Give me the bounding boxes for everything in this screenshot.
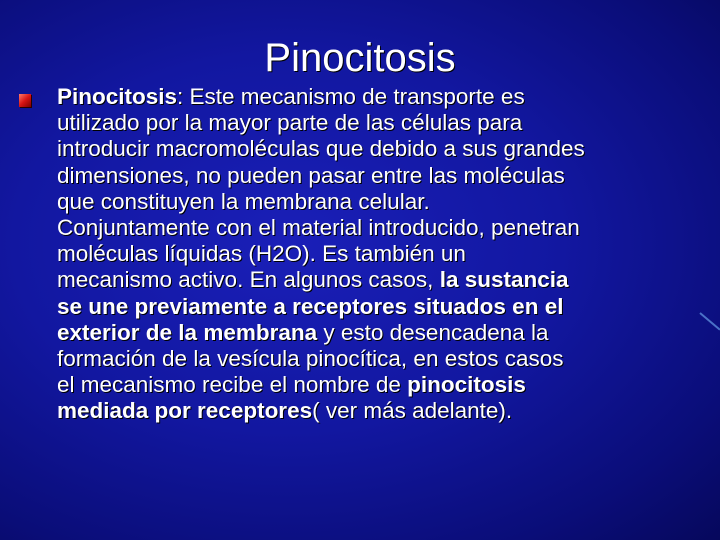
body-bold-text: Pinocitosis xyxy=(57,84,178,109)
body-line xyxy=(57,372,719,398)
body-line xyxy=(57,294,719,320)
body-line xyxy=(57,320,719,346)
body-text-segment: que constituyen la membrana celular. xyxy=(57,188,430,214)
body-text-segment: dimensiones, no pueden pasar entre las moléculas xyxy=(57,162,565,188)
body-text-segment: y esto desencadena la xyxy=(317,319,549,345)
body-text-segment: moléculas líquidas (H2O). Es también un xyxy=(57,241,466,267)
body-text-segment: mecanismo activo. En algunos casos, xyxy=(57,267,440,293)
slide-title: Pinocitosis xyxy=(264,36,456,80)
body-line xyxy=(57,189,719,215)
body-bold-text: mediada por receptores xyxy=(57,398,313,424)
body-bold-text: se une previamente a receptores situados en el xyxy=(57,293,564,319)
body-line xyxy=(57,84,719,110)
body-bold-text: la sustancia xyxy=(439,267,569,293)
body-bold-text: pinocitosis xyxy=(407,372,526,398)
body-line xyxy=(57,163,719,189)
body-line xyxy=(57,398,719,424)
body-text-segment: introducir macromoléculas que debido a sus grandes xyxy=(57,136,585,162)
body-text-segment: formación de la vesícula pinocítica, en estos casos xyxy=(57,346,564,372)
body-text-segment: el mecanismo recibe el nombre de xyxy=(57,372,408,398)
body-text-segment: : Este mecanismo de transporte es xyxy=(177,84,525,109)
body-line xyxy=(57,346,719,372)
body-line xyxy=(57,267,719,293)
slide-body-text xyxy=(57,84,719,425)
body-line xyxy=(57,215,719,241)
bullet-icon xyxy=(19,94,31,107)
body-line xyxy=(57,110,719,136)
body-text-segment: ( ver más adelante). xyxy=(312,398,513,424)
body-line xyxy=(57,136,719,162)
body-text-segment: Conjuntamente con el material introducido, penetran xyxy=(57,215,580,241)
body-bold-text: exterior de la membrana xyxy=(57,319,318,345)
body-text-segment: utilizado por la mayor parte de las células para xyxy=(57,110,523,136)
body-line xyxy=(57,241,719,267)
